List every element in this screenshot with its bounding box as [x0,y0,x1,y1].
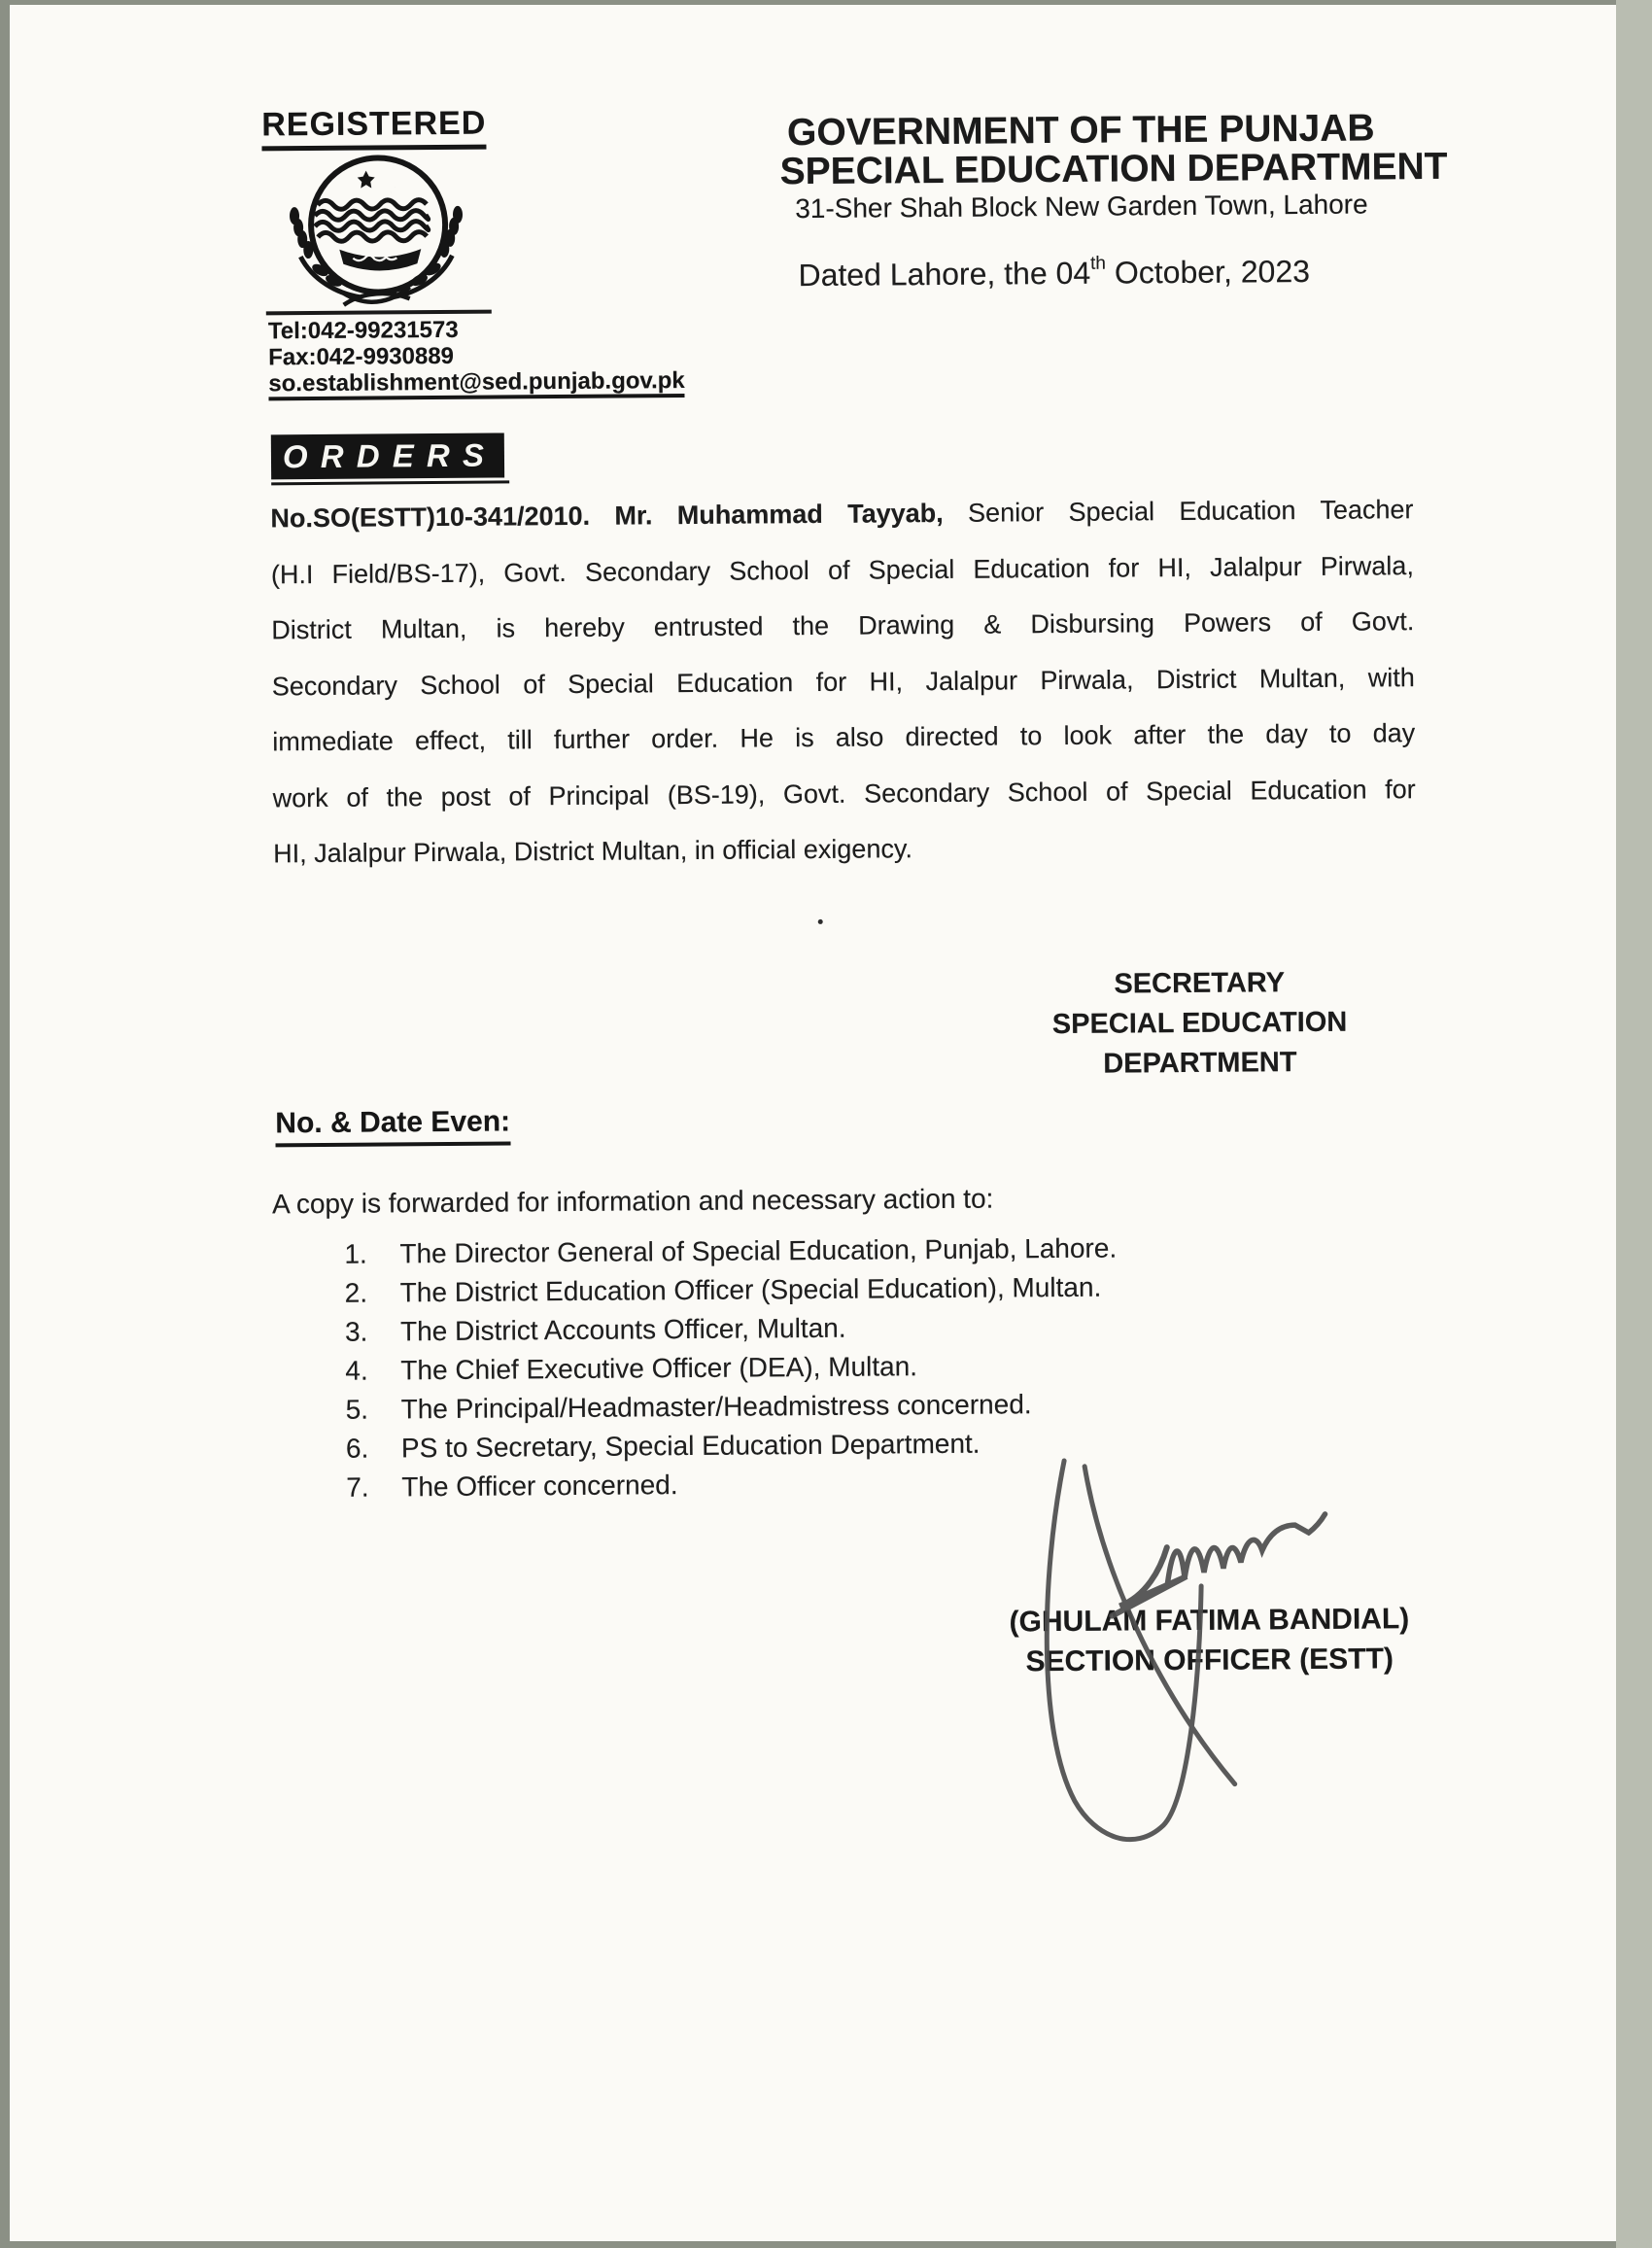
list-item [345,1307,1118,1352]
forwarding-list [344,1229,1119,1507]
order-body-line [270,482,1413,547]
forwarding-intro: A copy is forwarded for information and necessary action to: [271,1183,994,1220]
list-item [346,1463,1119,1507]
order-body-text: Senior Special Education Teacher [943,495,1414,528]
registered-label: REGISTERED [261,105,486,152]
order-body-line: work of the post of Principal (BS-19), Govt. Secondary School of Special Education for [272,774,1416,813]
list-item [345,1346,1118,1391]
list-item-text: The Officer concerned. [401,1470,678,1503]
order-body-line: HI, Jalalpur Pirwala, District Multan, in official exigency. [273,834,913,869]
handwritten-signature [1018,1439,1352,1875]
letterhead [779,107,1448,225]
list-item [346,1424,1119,1469]
list-item-number: 4. [345,1355,368,1386]
fax-number: Fax:042-9930889 [268,342,455,371]
list-item-number: 5. [345,1394,369,1425]
list-item-text: The Chief Executive Officer (DEA), Multan. [400,1351,918,1386]
order-body-line: District Multan, is hereby entrusted the Drawing & Disbursing Powers of Govt. [271,606,1415,645]
order-body-line: (H.I Field/BS-17), Govt. Secondary School of Special Education for HI, Jalalpur Pirwala, [270,550,1414,589]
contact-block [268,315,685,400]
list-item-text: The District Education Officer (Special Education), Multan. [399,1271,1102,1308]
orders-heading: O R D E R S [271,432,504,479]
divider-line [266,310,492,316]
department-title: SPECIAL EDUCATION DEPARTMENT [779,145,1448,193]
date-text-suffix: October, 2023 [1105,253,1311,291]
government-title: GOVERNMENT OF THE PUNJAB [786,107,1375,155]
order-body-paragraph [270,482,1416,882]
signer-title: SECTION OFFICER (ESTT) [1025,1643,1394,1678]
telephone-number: Tel:042-99231573 [267,316,459,345]
list-item-text: The Director General of Special Education, Punjab, Lahore. [399,1232,1118,1269]
signer-name: (GHULAM FATIMA BANDIAL) [1009,1603,1410,1639]
list-item [345,1268,1118,1313]
list-item-text: The Principal/Headmaster/Headmistress concerned. [400,1389,1032,1425]
document-page [10,5,1616,2241]
order-body-line: immediate effect, till further order. He is also directed to look after the day to day [272,718,1416,757]
date-ordinal-superscript: th [1090,253,1107,274]
list-item [346,1385,1119,1430]
list-item-number: 7. [346,1471,369,1503]
list-item-number: 6. [345,1433,369,1464]
signatory-title-line: SECRETARY [1114,967,1286,1000]
date-text: Dated Lahore, the 04 [798,255,1091,294]
signatory-title-line: DEPARTMENT [1103,1047,1297,1080]
list-item-text: The District Accounts Officer, Multan. [399,1312,846,1347]
list-item-number: 1. [344,1238,367,1269]
secretary-signature-block [995,962,1404,1085]
signatory-title-line: SPECIAL EDUCATION [1051,1006,1348,1041]
department-address: 31-Sher Shah Block New Garden Town, Lahore [795,189,1368,225]
list-item [344,1229,1117,1274]
list-item-number: 3. [344,1316,368,1347]
date-line [798,254,1310,294]
no-and-date-even-label: No. & Date Even: [275,1105,510,1147]
page-content [1,0,1625,2247]
punjab-government-crest-icon [282,151,469,314]
order-body-line: Secondary School of Special Education for HI, Jalalpur Pirwala, District Multan, with [271,662,1415,701]
scan-speck [818,919,823,924]
list-item-number: 2. [344,1277,368,1308]
reference-number: No.SO(ESTT)10-341/2010. Mr. Muhammad Tayyab, [270,498,944,534]
email-address: so.establishment@sed.punjab.gov.pk [268,369,685,400]
list-item-text: PS to Secretary, Special Education Department. [400,1428,981,1464]
orders-underline [271,480,509,485]
